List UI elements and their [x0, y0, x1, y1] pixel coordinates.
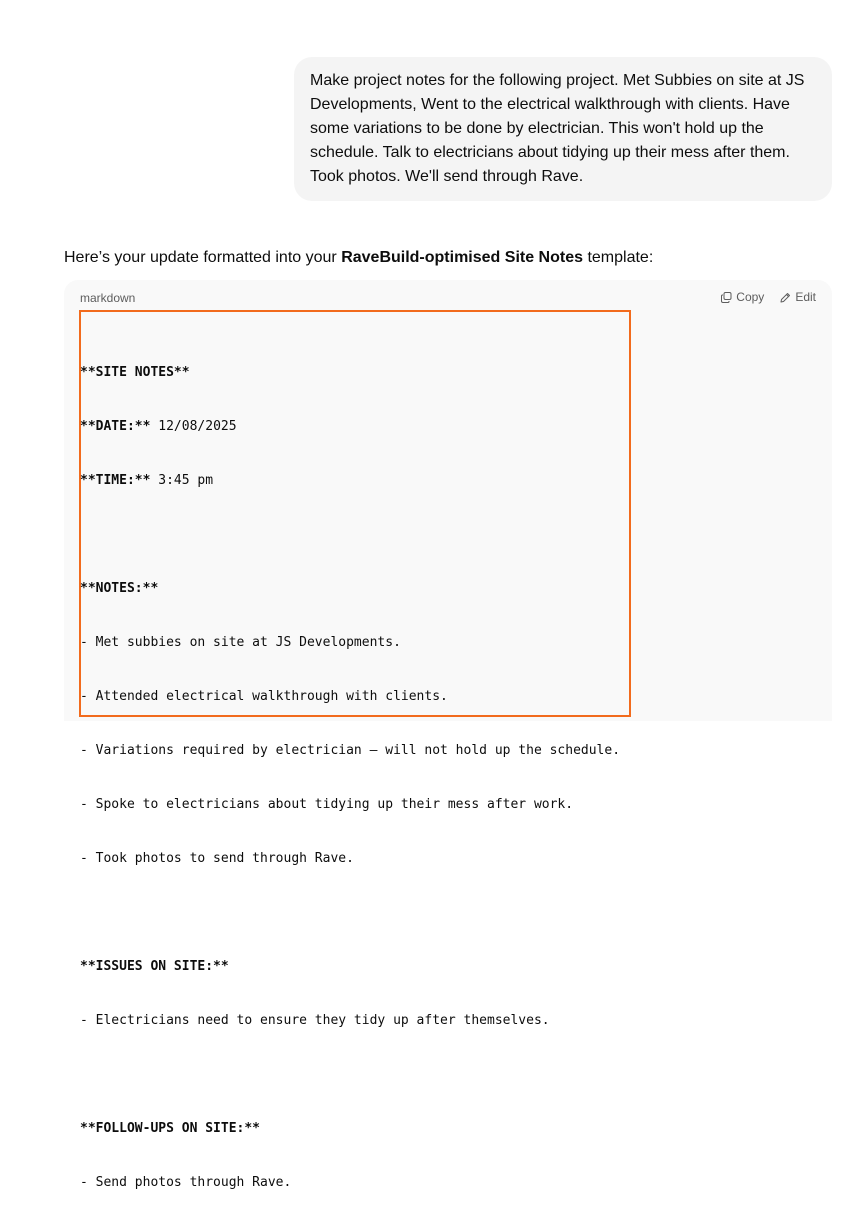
code-content[interactable] — [80, 331, 620, 1225]
edit-label: Edit — [795, 290, 816, 304]
date-value: 12/08/2025 — [150, 419, 237, 434]
code-line: **ISSUES ON SITE:** — [80, 959, 229, 974]
user-message-text: Make project notes for the following project. Met Subbies on site at JS Developments, Went to the electrical walkthrough with clients. Have some variations to be done by electrician. This won't hold up the schedule. Talk to electricians about tidying up their mess after them. Took photos. We'll send through Rave. — [310, 72, 805, 185]
assistant-intro — [64, 246, 653, 270]
code-line: **SITE NOTES** — [80, 365, 190, 380]
code-line-blank — [80, 901, 620, 925]
code-line: - Attended electrical walkthrough with clients. — [80, 689, 448, 704]
date-key: **DATE:** — [80, 419, 151, 434]
time-value: 3:45 pm — [150, 473, 214, 488]
template-name: RaveBuild-optimised Site Notes — [341, 249, 584, 266]
code-line: - Electricians need to ensure they tidy up after themselves. — [80, 1013, 550, 1028]
code-line-blank — [80, 1063, 620, 1087]
assistant-intro-text: Here’s your update formatted into your — [64, 249, 342, 266]
copy-icon — [721, 292, 732, 303]
code-line: - Variations required by electrician – will not hold up the schedule. — [80, 743, 621, 758]
code-line — [80, 415, 620, 439]
code-line — [80, 469, 620, 493]
copy-label: Copy — [736, 290, 765, 304]
code-line: - Met subbies on site at JS Developments. — [80, 635, 401, 650]
assistant-intro-suffix: template: — [583, 249, 654, 266]
code-language-label: markdown — [80, 291, 136, 305]
code-line: **NOTES:** — [80, 581, 159, 596]
code-line: **FOLLOW-UPS ON SITE:** — [80, 1121, 261, 1136]
code-line: - Spoke to electricians about tidying up their mess after work. — [80, 797, 574, 812]
code-block — [64, 280, 832, 1190]
code-actions — [721, 290, 816, 304]
copy-button[interactable] — [721, 290, 764, 304]
code-line: - Took photos to send through Rave. — [80, 851, 354, 866]
code-line-blank — [80, 523, 620, 547]
time-key: **TIME:** — [80, 473, 151, 488]
user-message-bubble — [294, 57, 832, 201]
code-line: - Send photos through Rave. — [80, 1175, 292, 1190]
pencil-icon — [780, 292, 791, 303]
edit-button[interactable] — [780, 290, 816, 304]
